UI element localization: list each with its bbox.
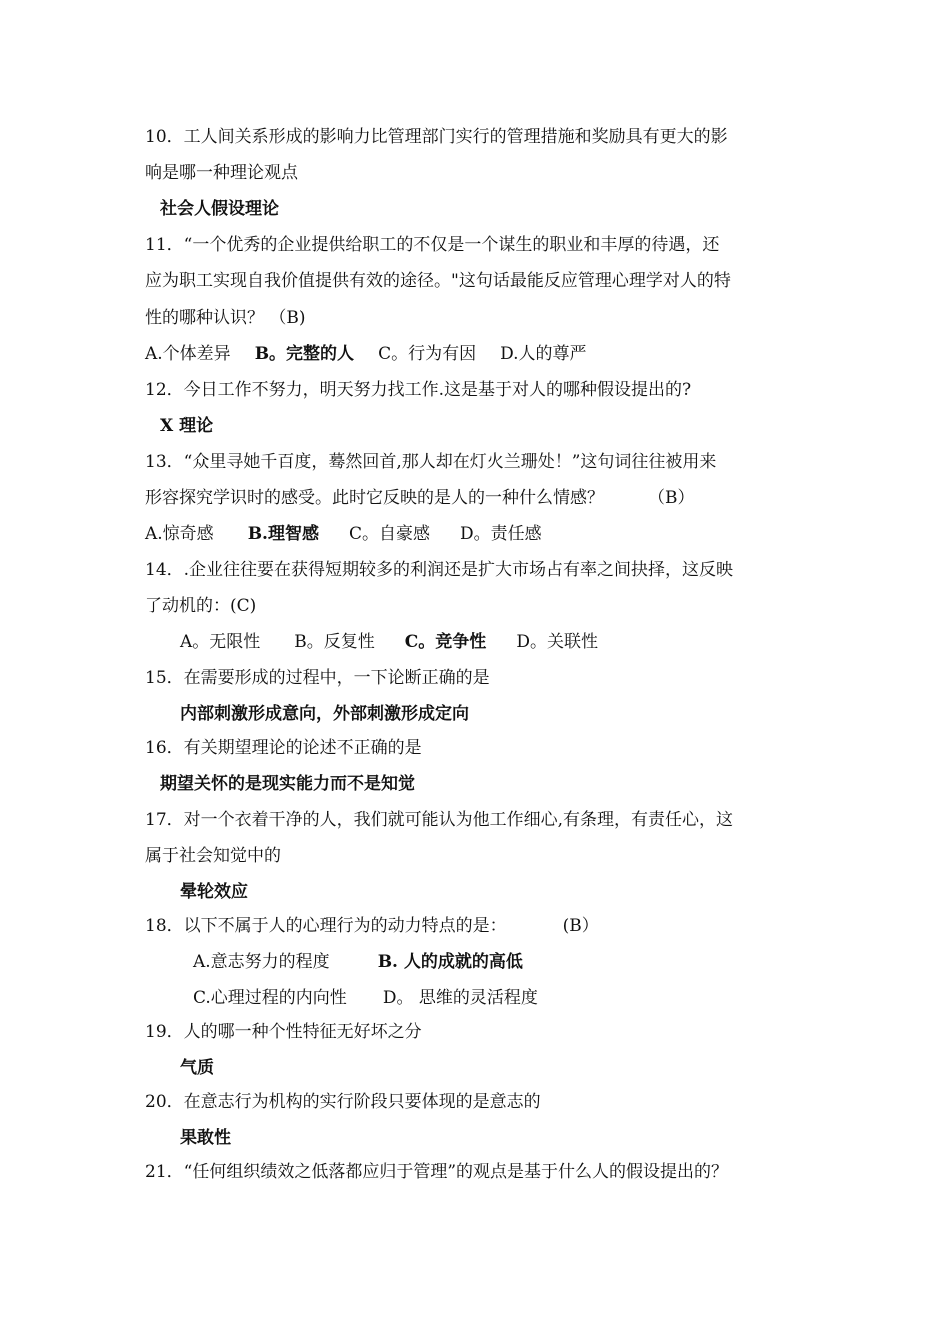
question-17-line-2: 属于社会知觉中的 bbox=[145, 846, 281, 866]
question-17-line-1: 17．对一个衣着干净的人，我们就可能认为他工作细心,有条理，有责任心，这 bbox=[145, 810, 734, 830]
question-19: 19．人的哪一种个性特征无好坏之分 bbox=[145, 1022, 422, 1042]
option-d: D。关联性 bbox=[516, 632, 598, 652]
option-b-correct: B. 人的成就的高低 bbox=[377, 952, 523, 972]
question-15: 15．在需要形成的过程中，一下论断正确的是 bbox=[145, 668, 490, 688]
option-b: B。反复性 bbox=[294, 632, 375, 652]
option-b-correct: B.理智感 bbox=[247, 524, 319, 544]
question-13-line-1: 13．“众里寻她千百度，蓦然回首,那人却在灯火兰珊处！”这句词往往被用来 bbox=[145, 452, 717, 472]
question-14-line-1: 14．.企业往往要在获得短期较多的利润还是扩大市场占有率之间抉择，这反映 bbox=[145, 560, 734, 580]
question-11-options bbox=[145, 343, 587, 365]
question-10-line-2: 响是哪一种理论观点 bbox=[145, 163, 298, 183]
question-11-line-3: 性的哪种认识？ （B) bbox=[145, 308, 306, 328]
option-d: D.人的尊严 bbox=[500, 344, 587, 364]
question-11-line-1: 11．“一个优秀的企业提供给职工的不仅是一个谋生的职业和丰厚的待遇，还 bbox=[145, 235, 720, 255]
question-18-options-row-2 bbox=[193, 987, 538, 1009]
answer-10: 社会人假设理论 bbox=[160, 199, 279, 219]
question-14-line-2: 了动机的：(C) bbox=[145, 596, 257, 616]
answer-15: 内部刺激形成意向，外部刺激形成定向 bbox=[180, 704, 469, 724]
question-13-line-2 bbox=[145, 487, 695, 509]
option-c: C。自豪感 bbox=[348, 524, 430, 544]
question-18-answer: (B） bbox=[562, 916, 599, 936]
question-14-options bbox=[180, 631, 598, 653]
question-13-text: 形容探究学识时的感受。此时它反映的是人的一种什么情感？ bbox=[145, 488, 604, 508]
option-a: A.个体差异 bbox=[145, 344, 231, 364]
option-a: A.惊奇感 bbox=[145, 524, 214, 544]
option-d: D。责任感 bbox=[460, 524, 542, 544]
answer-19: 气质 bbox=[180, 1058, 214, 1078]
question-12: 12．今日工作不努力，明天努力找工作.这是基于对人的哪种假设提出的? bbox=[145, 380, 692, 400]
question-20: 20．在意志行为机构的实行阶段只要体现的是意志的 bbox=[145, 1092, 541, 1112]
question-18-text: 18．以下不属于人的心理行为的动力特点的是： bbox=[145, 916, 507, 936]
question-21: 21．“任何组织绩效之低落都应归于管理”的观点是基于什么人的假设提出的？ bbox=[145, 1162, 729, 1182]
option-a: A.意志努力的程度 bbox=[193, 952, 330, 972]
question-13-options bbox=[145, 523, 542, 545]
answer-12: X 理论 bbox=[160, 416, 214, 436]
option-c: C。行为有因 bbox=[378, 344, 477, 364]
option-c: C.心理过程的内向性 bbox=[193, 988, 347, 1008]
option-b-correct: B。完整的人 bbox=[254, 344, 355, 364]
option-c-correct: C。竞争性 bbox=[404, 632, 487, 652]
question-13-answer: （B） bbox=[648, 488, 695, 508]
question-10-line-1: 10．工人间关系形成的影响力比管理部门实行的管理措施和奖励具有更大的影 bbox=[145, 127, 728, 147]
question-11-line-2: 应为职工实现自我价值提供有效的途径。"这句话最能反应管理心理学对人的特 bbox=[145, 271, 731, 291]
question-18 bbox=[145, 915, 599, 937]
option-d: D。 思维的灵活程度 bbox=[382, 988, 538, 1008]
answer-17: 晕轮效应 bbox=[180, 882, 248, 902]
answer-16: 期望关怀的是现实能力而不是知觉 bbox=[160, 774, 415, 794]
question-16: 16．有关期望理论的论述不正确的是 bbox=[145, 738, 422, 758]
question-18-options-row-1 bbox=[193, 951, 523, 973]
option-a: A。无限性 bbox=[180, 632, 261, 652]
answer-20: 果敢性 bbox=[180, 1128, 231, 1148]
